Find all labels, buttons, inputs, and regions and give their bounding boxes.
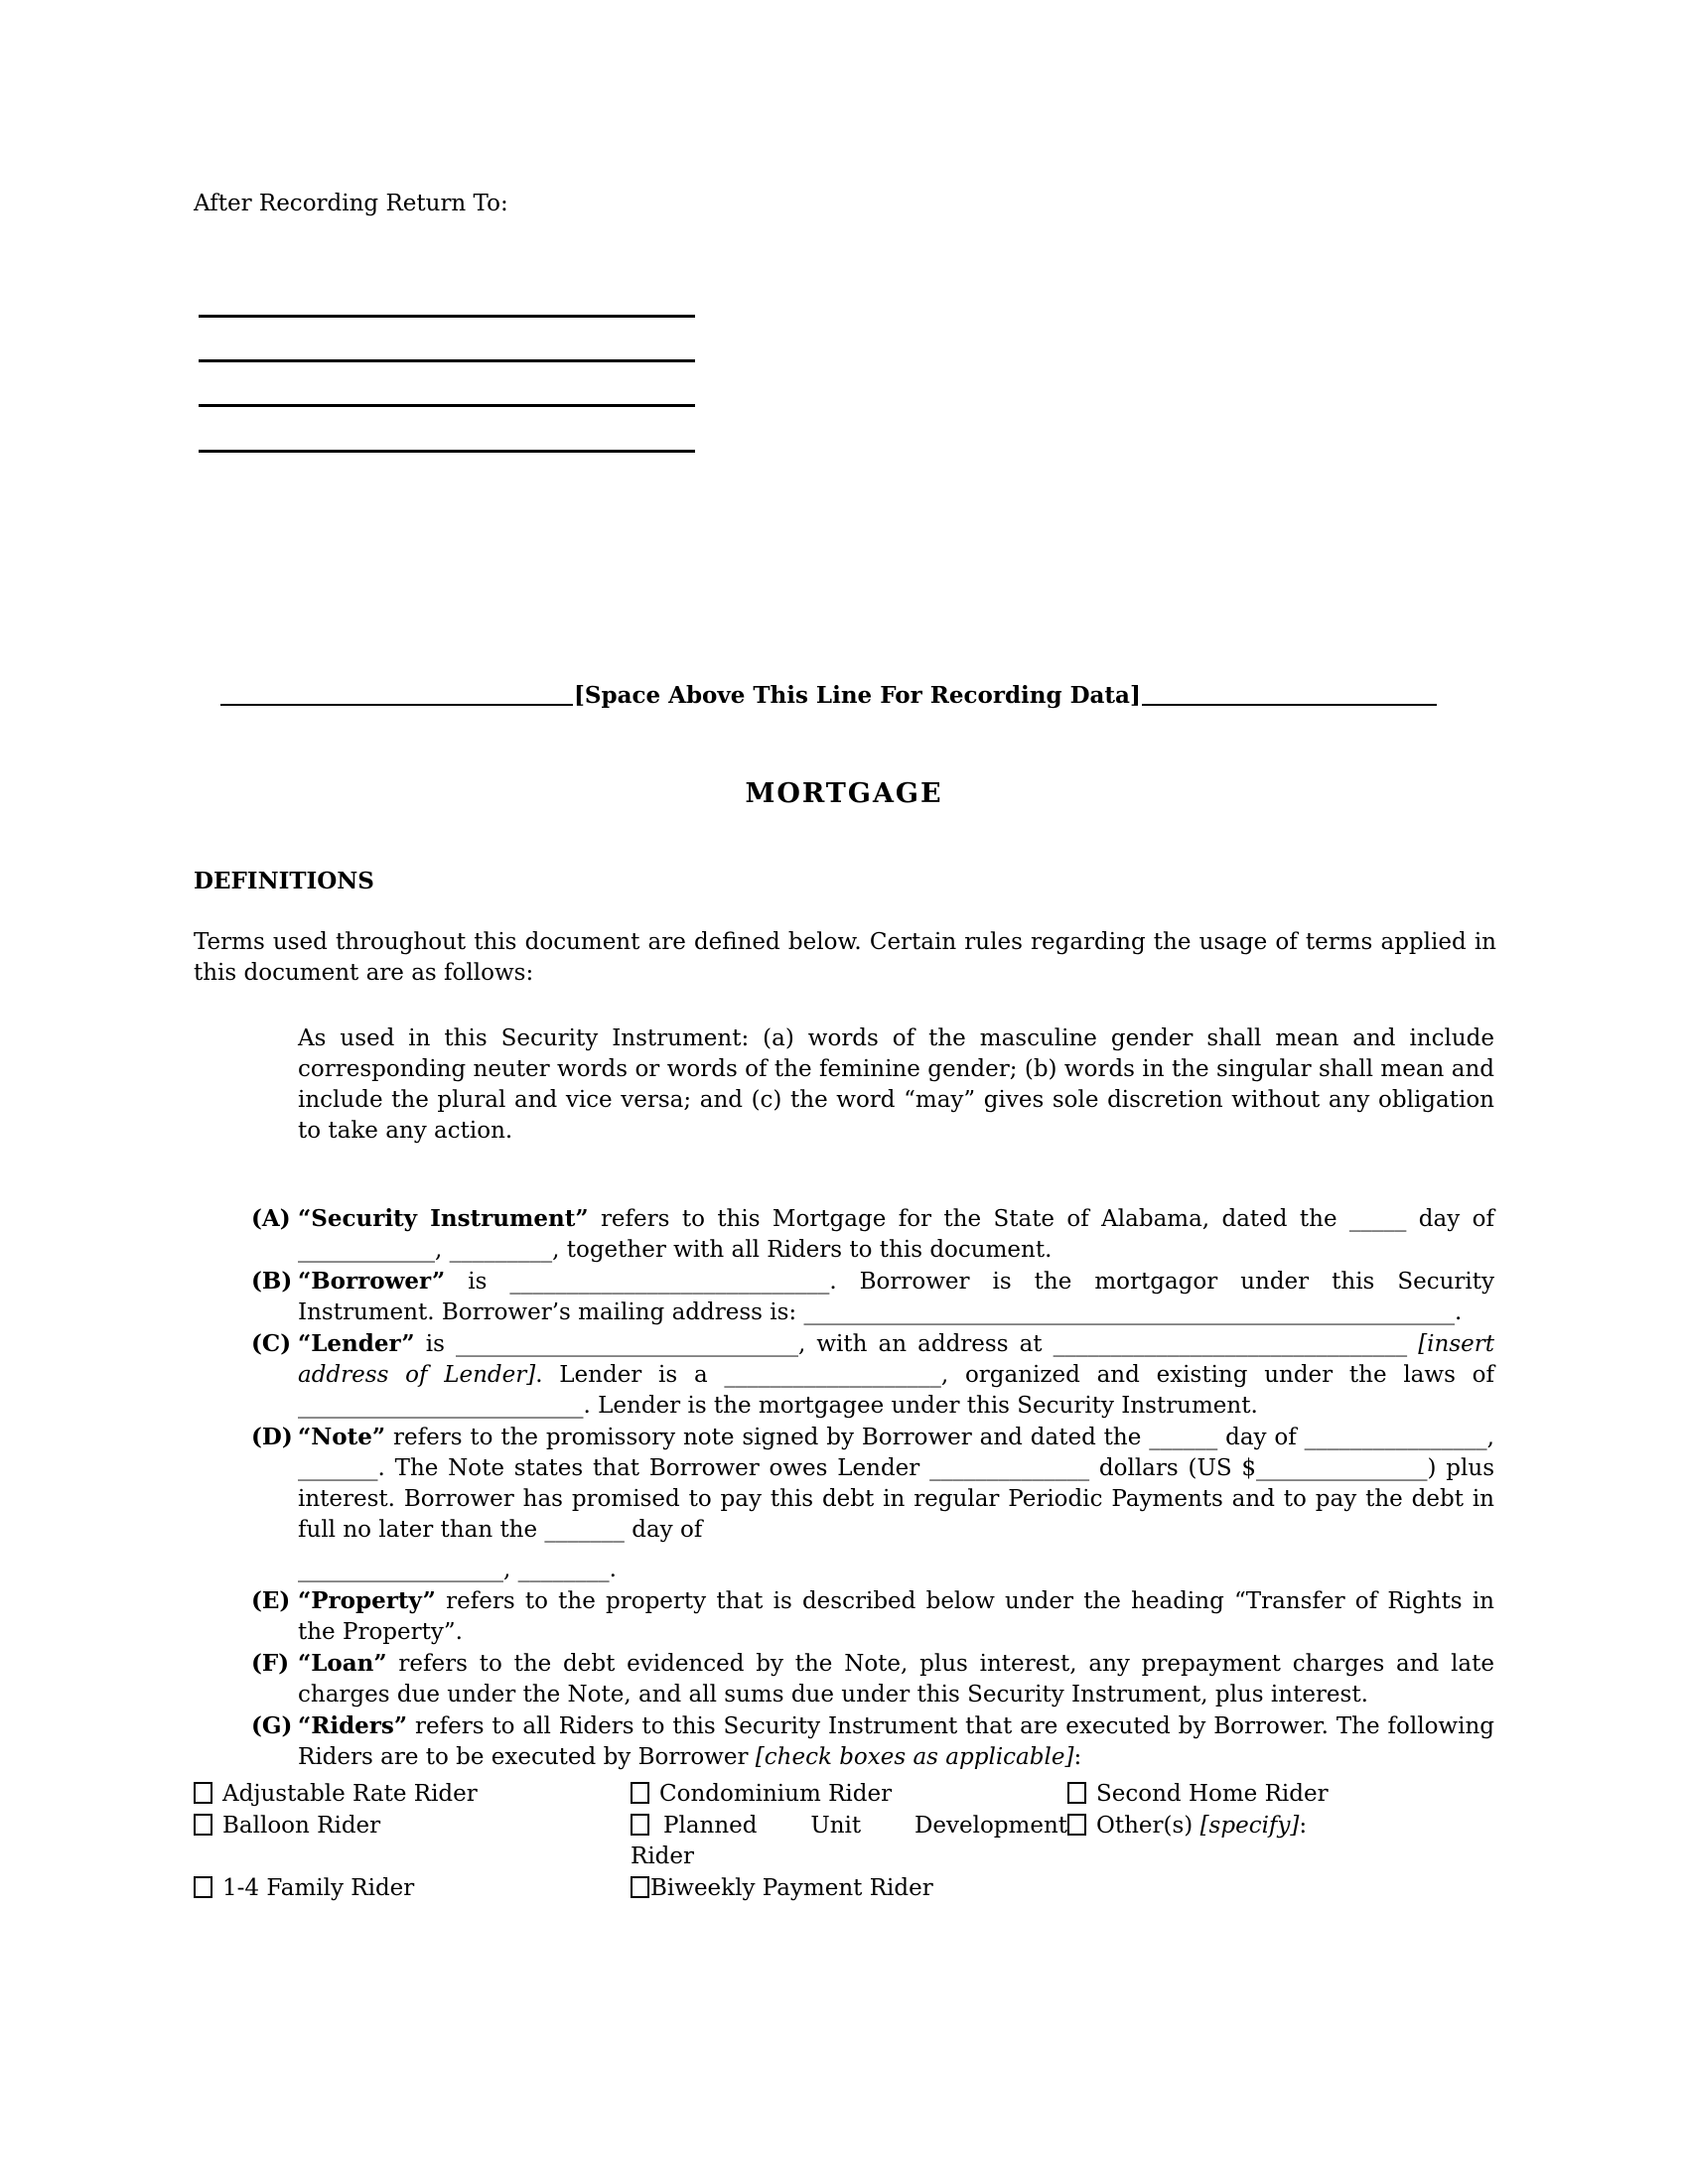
- rider-checkbox[interactable]: [194, 1876, 212, 1898]
- rider-option: [631, 1873, 1067, 1905]
- rider-option-label: :: [1299, 1813, 1308, 1839]
- defined-term: “Security Instrument”: [298, 1205, 589, 1232]
- banner-label: [Space Above This Line For Recording Data]: [574, 682, 1141, 709]
- text-segment: :: [1073, 1744, 1082, 1770]
- rider-option-line: [1067, 1779, 1494, 1810]
- defined-term: “Borrower”: [298, 1268, 446, 1295]
- rider-checkbox[interactable]: [194, 1782, 212, 1804]
- italic-note: [check boxes as applicable]: [755, 1744, 1074, 1770]
- rider-option-label: Balloon Rider: [222, 1813, 381, 1839]
- text-segment: . Lender is a ___________________, organized and existing under the laws of _________________________. Lender is the mortgagee under this Security Instrument.: [298, 1362, 1494, 1419]
- item-text: [298, 1203, 1494, 1266]
- recording-data-banner: [220, 679, 1437, 711]
- text-segment: refers to the promissory note signed by Borrower and dated the ______ day of ________________, _______. The Note states that Borrower owes Lender ______________ dollars (US $_______________) plus interest. Borrower has promised to pay this debt in regular Periodic Payments and to pay the debt in full no later than the _______ day of: [298, 1425, 1494, 1543]
- defined-term: “Lender”: [298, 1330, 415, 1357]
- text-segment: is ____________________________. Borrower is the mortgagor under this Security Instrument. Borrower’s mailing address is: _________________________________________________________.: [298, 1269, 1494, 1325]
- banner-left-rule: [220, 704, 573, 706]
- rider-option: [1067, 1811, 1494, 1873]
- item-label: (B): [251, 1268, 293, 1295]
- rider-option-label: Biweekly Payment Rider: [650, 1875, 933, 1901]
- definitions-intro-paragraph: Terms used throughout this document are defined below. Certain rules regarding the usage of terms applied in this document are as follows:: [194, 929, 1496, 986]
- rider-option-label: Condominium Rider: [659, 1781, 893, 1807]
- rider-checkbox[interactable]: [631, 1876, 649, 1898]
- rider-option-line: [194, 1779, 631, 1810]
- text-segment: refers to the property that is described below under the heading “Transfer of Rights in the Property”.: [298, 1588, 1494, 1645]
- defined-term: “Property”: [298, 1587, 436, 1614]
- item-label: (A): [251, 1205, 291, 1232]
- definition-item-b: [251, 1266, 1494, 1328]
- after-recording-label: After Recording Return To:: [194, 191, 508, 216]
- item-label: (D): [251, 1424, 293, 1450]
- rider-option: [194, 1873, 631, 1905]
- definition-item-g: [251, 1710, 1494, 1773]
- item-tail-blank-line: __________________, ________.: [298, 1557, 617, 1582]
- definitions-heading: DEFINITIONS: [194, 868, 374, 894]
- rider-option-wrap-line: [631, 1842, 1067, 1872]
- rider-option: [194, 1779, 631, 1811]
- rider-option: [631, 1811, 1067, 1873]
- text-segment: refers to this Mortgage for the State of Alabama, dated the _____ day of ____________, _________, together with all Riders to this document.: [298, 1206, 1494, 1263]
- rider-option-label: Planned Unit Development: [663, 1813, 1067, 1839]
- rider-option-line: [1067, 1811, 1494, 1842]
- definition-items: [251, 1203, 1494, 1773]
- rider-checkbox-grid: [194, 1779, 1494, 1905]
- rider-option-label: Other(s): [1096, 1813, 1200, 1839]
- document-title: MORTGAGE: [745, 778, 943, 809]
- item-text: [298, 1648, 1494, 1710]
- rider-option-label: Second Home Rider: [1096, 1781, 1329, 1807]
- rider-option-line: [631, 1811, 1067, 1842]
- rider-checkbox[interactable]: [1067, 1814, 1086, 1836]
- definition-item-a: [251, 1203, 1494, 1266]
- rider-checkbox[interactable]: [194, 1814, 212, 1836]
- item-text: [298, 1422, 1494, 1546]
- definition-item-f: [251, 1648, 1494, 1710]
- rider-option-label: Rider: [631, 1843, 695, 1869]
- rider-option: [194, 1811, 631, 1873]
- rider-checkbox[interactable]: [631, 1814, 649, 1836]
- defined-term: “Loan”: [298, 1650, 387, 1677]
- definition-item-e: [251, 1585, 1494, 1648]
- return-address-line-1[interactable]: [199, 315, 695, 318]
- rider-checkbox[interactable]: [631, 1782, 649, 1804]
- text-segment: refers to the debt evidenced by the Note, plus interest, any prepayment charges and late charges due under the Note, and all sums due under this Security Instrument, plus interest.: [298, 1651, 1494, 1707]
- return-address-line-3[interactable]: [199, 404, 695, 407]
- rider-option-label: Adjustable Rate Rider: [222, 1781, 478, 1807]
- item-label: (F): [251, 1650, 290, 1677]
- item-text: [298, 1585, 1494, 1648]
- text-segment: refers to all Riders to this Security Instrument that are executed by Borrower. The following Riders are to be executed by Borrower: [298, 1713, 1494, 1770]
- rider-option-label: 1-4 Family Rider: [222, 1875, 415, 1901]
- rider-checkbox[interactable]: [1067, 1782, 1086, 1804]
- italic-note: [specify]: [1199, 1813, 1300, 1839]
- banner-right-rule: [1142, 704, 1437, 706]
- definition-item-d: [251, 1422, 1494, 1585]
- item-label: (E): [251, 1587, 291, 1614]
- rider-option-line: [631, 1873, 1067, 1904]
- rider-option: [1067, 1779, 1494, 1811]
- rider-option-line: [631, 1779, 1067, 1810]
- defined-term: “Riders”: [298, 1712, 408, 1739]
- italic-note: [insert address of Lender]: [298, 1331, 1494, 1388]
- rider-option-line: [194, 1873, 631, 1904]
- definition-item-c: [251, 1328, 1494, 1422]
- item-label: (C): [251, 1330, 292, 1357]
- rider-option-line: [194, 1811, 631, 1842]
- defined-term: “Note”: [298, 1424, 386, 1450]
- item-label: (G): [251, 1712, 293, 1739]
- item-text: [298, 1328, 1494, 1422]
- rider-option: [631, 1779, 1067, 1811]
- return-address-line-4[interactable]: [199, 450, 695, 453]
- item-text: [298, 1710, 1494, 1773]
- item-text: [298, 1266, 1494, 1328]
- return-address-line-2[interactable]: [199, 359, 695, 362]
- usage-rules-paragraph: As used in this Security Instrument: (a) words of the masculine gender shall mean and include corresponding neuter words or words of the feminine gender; (b) words in the singular shall mean and include the plural and vice versa; and (c) the word “may” gives sole discretion without any obligation to take any action.: [298, 1025, 1494, 1144]
- text-segment: is ______________________________, with an address at _______________________________: [414, 1331, 1419, 1357]
